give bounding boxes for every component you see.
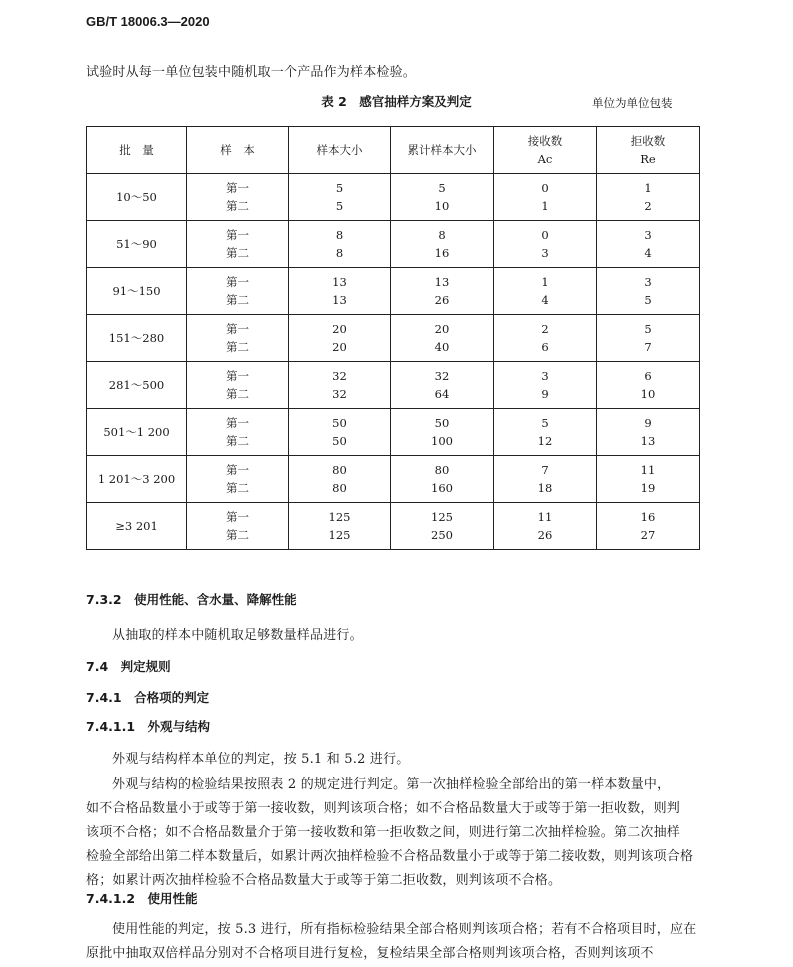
section-7-3-2-text: 从抽取的样本中随机取足够数量样品进行。 xyxy=(112,628,363,643)
sample-second: 第二 xyxy=(226,340,249,354)
size-first: 20 xyxy=(332,322,347,336)
reject-first: 3 xyxy=(644,275,652,289)
section-7-4-1-title: 7.4.1 合格项的判定 xyxy=(86,690,210,705)
cumulative-first: 80 xyxy=(434,463,450,477)
table-unit: 单位为单位包装 xyxy=(592,96,673,110)
size-cell xyxy=(289,268,391,315)
table-row xyxy=(87,268,700,315)
sample-first: 第一 xyxy=(226,181,249,195)
size-second: 13 xyxy=(332,293,347,307)
cumulative-cell xyxy=(391,221,494,268)
accept-second: 12 xyxy=(537,434,553,448)
table-row xyxy=(87,409,700,456)
cumulative-second: 16 xyxy=(434,246,450,260)
cumulative-first: 125 xyxy=(431,510,453,524)
sample-first: 第一 xyxy=(226,322,249,336)
table-row xyxy=(87,503,700,550)
sampling-table xyxy=(86,126,700,550)
accept-cell xyxy=(494,221,597,268)
size-second: 5 xyxy=(335,199,344,213)
accept-first: 7 xyxy=(541,463,549,477)
section-7-4-1-1-para2-line5: 格；如累计两次抽样检验不合格品数量大于或等于第二拒收数，则判该项不合格。 xyxy=(86,873,562,888)
accept-first: 0 xyxy=(541,228,549,242)
cumulative-first: 50 xyxy=(434,416,450,430)
batch-cell: 91～150 xyxy=(87,268,187,315)
accept-cell xyxy=(494,268,597,315)
section-7-4-1-1-para2-line3: 该项不合格；如不合格品数量介于第一接收数和第一拒收数之间，则进行第二次抽样检验。第二次抽样 xyxy=(86,825,681,840)
reject-first: 9 xyxy=(644,416,652,430)
sample-cell xyxy=(187,409,289,456)
reject-cell xyxy=(597,174,700,221)
section-7-4-1-1-para2-line4: 检验全部给出第二样本数量后，如累计两次抽样检验不合格品数量小于或等于第二接收数，则判该项合格 xyxy=(86,849,694,864)
standard-id: GB/T 18006.3—2020 xyxy=(86,14,210,29)
reject-second: 2 xyxy=(644,199,652,213)
cumulative-second: 160 xyxy=(431,481,453,495)
section-7-4-1-1-para2-line1: 外观与结构的检验结果按照表 2 的规定进行判定。第一次抽样检验全部给出的第一样本数量中， xyxy=(112,777,671,792)
cumulative-second: 64 xyxy=(434,387,450,401)
size-first: 13 xyxy=(332,275,347,289)
cumulative-cell xyxy=(391,503,494,550)
header-accept xyxy=(494,127,597,174)
accept-first: 5 xyxy=(541,416,549,430)
sample-first: 第一 xyxy=(226,275,249,289)
cumulative-second: 250 xyxy=(431,528,453,542)
sample-cell xyxy=(187,362,289,409)
table-row xyxy=(87,315,700,362)
cumulative-second: 26 xyxy=(434,293,450,307)
accept-first: 2 xyxy=(541,322,549,336)
batch-cell: 10～50 xyxy=(87,174,187,221)
sample-cell xyxy=(187,221,289,268)
accept-second: 1 xyxy=(541,199,549,213)
cumulative-first: 13 xyxy=(434,275,450,289)
sample-second: 第二 xyxy=(226,293,249,307)
batch-cell: 501～1 200 xyxy=(87,409,187,456)
size-second: 50 xyxy=(332,434,347,448)
size-first: 32 xyxy=(332,369,347,383)
size-cell xyxy=(289,456,391,503)
cumulative-cell xyxy=(391,409,494,456)
sample-cell xyxy=(187,456,289,503)
reject-first: 6 xyxy=(644,369,652,383)
section-7-4-title: 7.4 判定规则 xyxy=(86,659,171,674)
sample-first: 第一 xyxy=(226,510,249,524)
size-cell xyxy=(289,503,391,550)
size-second: 80 xyxy=(332,481,347,495)
section-7-4-1-1-para1: 外观与结构样本单位的判定，按 5.1 和 5.2 进行。 xyxy=(112,752,410,767)
sample-second: 第二 xyxy=(226,246,249,260)
accept-cell xyxy=(494,409,597,456)
reject-cell xyxy=(597,409,700,456)
sample-second: 第二 xyxy=(226,528,249,542)
size-second: 32 xyxy=(332,387,347,401)
batch-cell: 151～280 xyxy=(87,315,187,362)
table-caption: 表 2 感官抽样方案及判定 xyxy=(321,94,472,109)
cumulative-second: 100 xyxy=(431,434,453,448)
size-first: 8 xyxy=(335,228,344,242)
cumulative-second: 40 xyxy=(434,340,450,354)
header-reject xyxy=(597,127,700,174)
size-second: 8 xyxy=(335,246,344,260)
sample-cell xyxy=(187,503,289,550)
batch-cell: 281～500 xyxy=(87,362,187,409)
sample-second: 第二 xyxy=(226,387,249,401)
cumulative-cell xyxy=(391,456,494,503)
header-accept-code: Ac xyxy=(537,152,553,166)
accept-second: 18 xyxy=(537,481,553,495)
size-cell xyxy=(289,315,391,362)
reject-second: 4 xyxy=(644,246,652,260)
size-cell xyxy=(289,174,391,221)
sample-second: 第二 xyxy=(226,434,249,448)
accept-first: 11 xyxy=(537,510,553,524)
reject-cell xyxy=(597,268,700,315)
reject-second: 5 xyxy=(644,293,652,307)
section-7-4-1-1-title: 7.4.1.1 外观与结构 xyxy=(86,719,211,734)
accept-second: 6 xyxy=(541,340,549,354)
size-first: 50 xyxy=(332,416,347,430)
section-7-4-1-1-para2-line2: 如不合格品数量小于或等于第一接收数，则判该项合格；如不合格品数量大于或等于第一拒收数，则判 xyxy=(86,801,681,816)
sample-second: 第二 xyxy=(226,199,249,213)
cumulative-first: 20 xyxy=(434,322,450,336)
sample-first: 第一 xyxy=(226,463,249,477)
cumulative-second: 10 xyxy=(434,199,450,213)
sample-first: 第一 xyxy=(226,369,249,383)
cumulative-cell xyxy=(391,315,494,362)
sample-second: 第二 xyxy=(226,481,249,495)
reject-first: 3 xyxy=(644,228,652,242)
accept-cell xyxy=(494,456,597,503)
header-reject-code: Re xyxy=(640,152,656,166)
header-batch: 批 量 xyxy=(87,127,187,174)
batch-cell: 1 201～3 200 xyxy=(87,456,187,503)
cumulative-cell xyxy=(391,362,494,409)
header-sample: 样 本 xyxy=(187,127,289,174)
sample-cell xyxy=(187,174,289,221)
accept-cell xyxy=(494,174,597,221)
reject-second: 10 xyxy=(640,387,656,401)
sample-cell xyxy=(187,268,289,315)
size-second: 125 xyxy=(328,528,351,542)
header-cumulative-size: 累计样本大小 xyxy=(391,127,494,174)
reject-cell xyxy=(597,362,700,409)
batch-cell: 51～90 xyxy=(87,221,187,268)
section-7-4-1-2-title: 7.4.1.2 使用性能 xyxy=(86,891,198,906)
cumulative-cell xyxy=(391,174,494,221)
size-cell xyxy=(289,221,391,268)
sample-first: 第一 xyxy=(226,228,249,242)
section-7-4-1-2-line2: 原批中抽取双倍样品分别对不合格项目进行复检，复检结果全部合格则判该项合格，否则判该项不 xyxy=(86,946,654,961)
accept-second: 4 xyxy=(541,293,549,307)
reject-cell xyxy=(597,315,700,362)
sample-cell xyxy=(187,315,289,362)
header-reject-label: 拒收数 xyxy=(630,134,666,148)
size-cell xyxy=(289,409,391,456)
table-row xyxy=(87,221,700,268)
accept-cell xyxy=(494,503,597,550)
reject-second: 7 xyxy=(644,340,652,354)
cumulative-first: 5 xyxy=(438,181,446,195)
accept-second: 3 xyxy=(541,246,549,260)
accept-cell xyxy=(494,362,597,409)
size-first: 80 xyxy=(332,463,347,477)
header-sample-size: 样本大小 xyxy=(289,127,391,174)
reject-second: 19 xyxy=(640,481,656,495)
size-first: 5 xyxy=(335,181,344,195)
size-cell xyxy=(289,362,391,409)
accept-first: 0 xyxy=(541,181,549,195)
table-header-row xyxy=(87,127,700,174)
intro-line: 试验时从每一单位包装中随机取一个产品作为样本检验。 xyxy=(86,65,417,80)
accept-first: 3 xyxy=(541,369,549,383)
reject-first: 5 xyxy=(644,322,652,336)
size-first: 125 xyxy=(328,510,351,524)
reject-cell xyxy=(597,221,700,268)
reject-cell xyxy=(597,503,700,550)
size-second: 20 xyxy=(332,340,347,354)
accept-second: 26 xyxy=(537,528,553,542)
reject-second: 13 xyxy=(640,434,656,448)
accept-second: 9 xyxy=(541,387,549,401)
section-7-3-2-title: 7.3.2 使用性能、含水量、降解性能 xyxy=(86,592,297,607)
sample-first: 第一 xyxy=(226,416,249,430)
accept-first: 1 xyxy=(541,275,549,289)
reject-first: 1 xyxy=(644,181,652,195)
header-accept-label: 接收数 xyxy=(527,134,563,148)
reject-second: 27 xyxy=(640,528,656,542)
cumulative-first: 8 xyxy=(438,228,446,242)
reject-first: 16 xyxy=(640,510,656,524)
table-row xyxy=(87,456,700,503)
table-row xyxy=(87,174,700,221)
cumulative-first: 32 xyxy=(434,369,450,383)
section-7-4-1-2-line1: 使用性能的判定，按 5.3 进行，所有指标检验结果全部合格则判该项合格；若有不合格项目时，应在 xyxy=(112,922,697,937)
reject-first: 11 xyxy=(640,463,656,477)
cumulative-cell xyxy=(391,268,494,315)
reject-cell xyxy=(597,456,700,503)
batch-cell: ≥3 201 xyxy=(87,503,187,550)
table-row xyxy=(87,362,700,409)
accept-cell xyxy=(494,315,597,362)
